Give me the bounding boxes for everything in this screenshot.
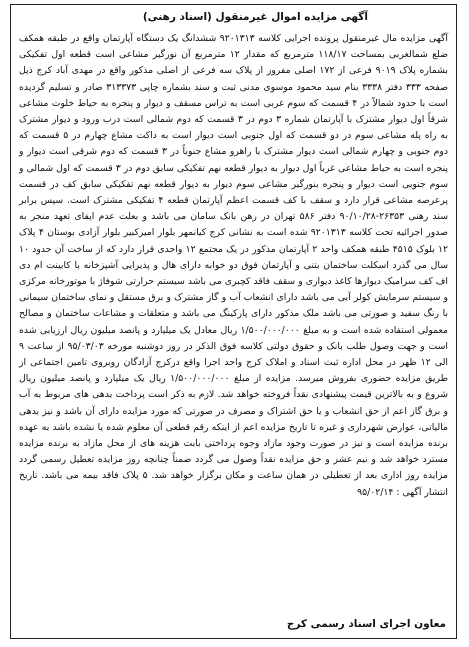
notice-body: آگهی مزایده مال غیرمنقول پرونده اجرایی کلاسه ۹۲۰۱۳۱۳ ششدانگ یک دستگاه آپارتمان واقع در طبقه همکف ضلع شمالغربی بمساحت ۱۱۸/۱۷ مترمربع که مقدار ۱۲ مترمربع آن نورگیر مشاعی است قطعه اول تفکیکی بشماره پلاک ۹۰۱۹ فرعی از ۱۷۲ اصلی مفروز از پلاک سه فرعی از اصلی مذکور واقع در مهدی آباد کرج ذیل صفحه ۳۳۳ دفتر ۳۳۳۸ بنام سید محمود موسوی مدنی ثبت و سند بشماره چاپی ۳۱۳۳۷۳ صادر و تسلیم گردیده است با حدود شمالاً در ۴ قسمت که سوم غربی است به تراس مسقف و دیوار و پنجره به حیاط خلوت مشاعی شرقاً اول دیوار مشترک با آپارتمان شماره ۳ دوم در ۳ قسمت که دوم شمالی است درب ورود و دیوار مشترک به راه پله مشاعی سوم در دو قسمت که اول جنوبی است دیوار است به داکت مشاع چهارم در ۵ قسمت که دوم جنوبی و چهارم شمالی است دیوار مشترک با راهرو مشاع جنوباً در ۳ قسمت که دوم شرقی است دیوار و پنجره است به حیاط مشاعی غرباً اول دیوار به دیوار قطعه نهم تفکیکی سابق دوم در ۳ قسمت که اول شمالی و سوم جنوبی است دیوار و پنجره بنورگیر مشاعی سوم دیوار به دیوار قطعه نهم تفکیکی سابق کف در قسمت پرعرصه مشاعی قرار دارد و سقف با کف قسمت اعظم آپارتمان قطعه ۴ تفکیکی مشترک است. سپس برابر سند رهنی ۲۶۳۵۳-۹۰/۱۰/۲۸ دفتر ۵۸۶ تهران در رهن بانک سامان می باشد و بعلت عدم ایفای تعهد منجر به صدور اجرائیه تحت کلاسه ۹۲۰۱۳۱۳ شده است به نشانی کرج کیانمهر بلوار امیرکبیر بلوار آزادی بوستان ۴ پلاک ۱۲ بلوک ۴۵۱۵ طبقه همکف واحد ۲ آپارتمان مذکور در یک مجتمع ۱۲ واحدی قرار دارد که از ساخت آن حدود ۱۰ سال می گذرد اسکلت ساختمان بتنی و آپارتمان فوق دو خوابه دارای هال و پذیرایی آشپزخانه با کابینت ام دی اف کف سرامیک دیوارها کاغذ دیواری و سقف فاقد کچبری می باشد سیستم حرارتی شوفاژ با موتورخانه مرکزی و سیستم سرمایش کولر آبی می باشد دارای انشعاب آب و گاز مشترک و برق مستقل و نمای ساختمان سیمانی با رنگ سفید و صورتی می باشد ملک مذکور دارای پارکینگ می باشد و متعلقات و مشاعات ساختمان و مصالح معمولی استفاده شده است و به مبلغ ۱/۵۰۰/۰۰۰/۰۰۰ ریال معادل یک میلیارد و پانصد میلیون ریال ارزیابی شده است و جهت وصول طلب بانک و حقوق دولتی کلاسه فوق الذکر در روز دوشنبه مورخه ۹۵/۰۳/۰۳ از ساعت ۹ الی ۱۲ ظهر در محل اداره ثبت اسناد و املاک کرج واحد اجرا واقع درکرج آزادگان روبروی تامین اجتماعی از طریق مزایده حضوری بفروش میرسد. مزایده از مبلغ ۱/۵۰۰/۰۰۰/۰۰۰ ریال یک میلیارد و پانصد میلیون ریال شروع و به بالاترین قیمت پیشنهادی نقداً فروخته خواهد شد. لازم به ذکر است پرداخت بدهی های مربوط به آب و برق گاز اعم از حق انشعاب و یا حق اشتراک و مصرف در صورتی که مورد مزایده دارای آن باشد و نیز بدهی مالیاتی، عوارض شهرداری و غیره تا تاریخ مزایده اعم از اینکه رقم قطعی آن معلوم شده یا نشده باشد به عهده برنده مزایده است و نیز در صورت وجود مازاد وجوه پرداختی بابت هزینه های از محل مازاد به برنده مزایده مسترد خواهد شد و نیم عشر و حق مزایده نقداً وصول می گردد ضمناً چنانچه روز مزایده تعطیل رسمی گردد مزایده روز اداری بعد از تعطیلی در همان ساعت و مکان برگزار خواهد شد. ۵ پلاک فاقد بیمه می باشد. تاریخ انتشار آگهی : ۹۵/۰۲/۱۴ [19, 33, 449, 498]
notice-title: آگهی مزایده اموال غیرمنقول (اسناد رهنی) [142, 11, 368, 23]
notice-signature: معاون اجرای اسناد رسمی کرج [286, 618, 446, 630]
notice-frame [10, 4, 457, 639]
